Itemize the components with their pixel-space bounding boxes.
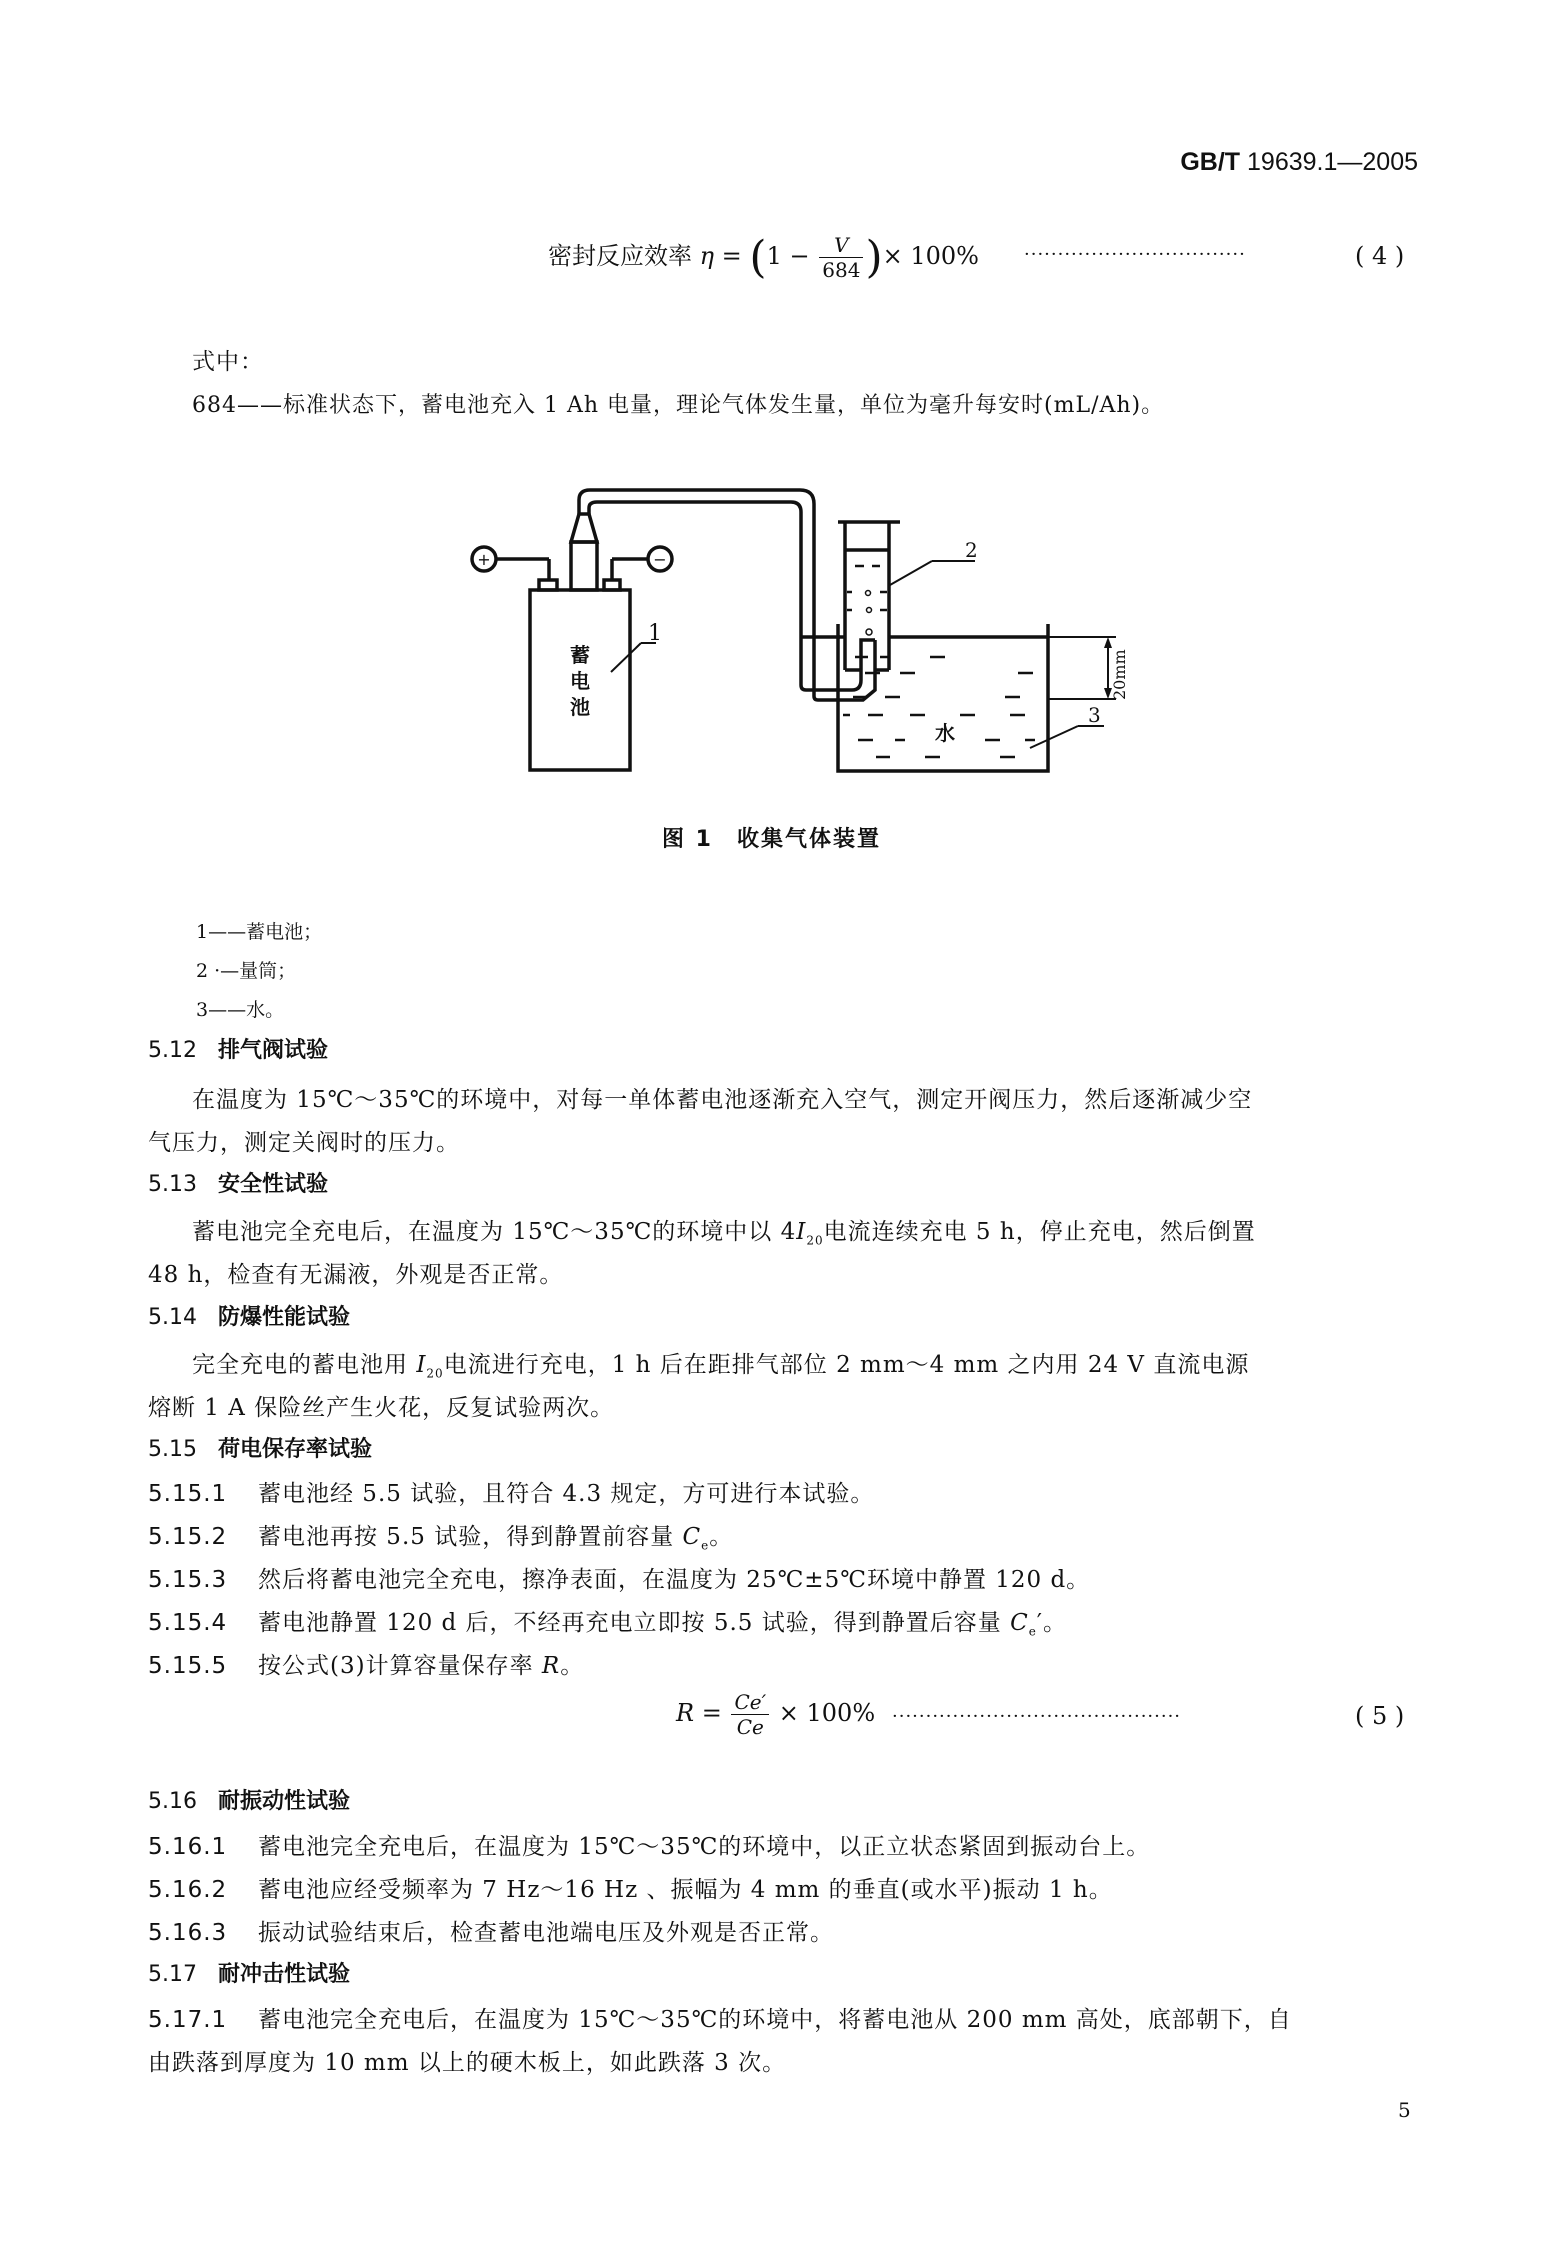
fraction xyxy=(731,1690,769,1739)
section-title: 荷电保存率试验 xyxy=(218,1437,373,1462)
clause-5-17-1 xyxy=(148,2001,1292,2034)
eta-symbol: η xyxy=(699,242,715,270)
section-5-12-text-2: 气压力，测定关阀时的压力。 xyxy=(148,1130,460,1156)
clause-5-15-3 xyxy=(148,1561,1090,1594)
clause-number: 5.16.2 xyxy=(148,1877,228,1903)
clause-text: 蓄电池应经受频率为 7 Hz～16 Hz 、振幅为 4 mm 的垂直(或水平)振动 1 h。 xyxy=(258,1877,1113,1903)
formula-4-times: × 100% xyxy=(882,242,979,270)
clause-5-16-3 xyxy=(148,1914,834,1947)
clause-5-16-1 xyxy=(148,1828,1150,1861)
clause-text: 蓄电池静置 120 d 后，不经再充电立即按 5.5 试验，得到静置后容量 xyxy=(258,1610,1011,1636)
capacity-subscript: e xyxy=(1028,1624,1037,1639)
svg-text:−: − xyxy=(653,550,667,569)
svg-text:水: 水 xyxy=(935,721,955,745)
right-paren-icon: ) xyxy=(865,232,883,283)
legend-item-3: 3——水。 xyxy=(196,999,285,1021)
gas-collection-diagram xyxy=(0,0,1564,820)
clause-5-17-1-continued: 由跌落到厚度为 10 mm 以上的硬木板上，如此跌落 3 次。 xyxy=(148,2050,787,2076)
clause-5-15-4 xyxy=(148,1604,1067,1639)
capacity-subscript: e xyxy=(701,1538,710,1553)
section-title: 耐冲击性试验 xyxy=(218,1962,351,1987)
standard-code: 19639.1—2005 xyxy=(1247,148,1418,176)
section-title: 排气阀试验 xyxy=(218,1038,329,1063)
formula-4-one: 1 xyxy=(766,242,782,270)
svg-text:蓄: 蓄 xyxy=(570,643,590,667)
where-label: 式中： xyxy=(192,349,264,375)
section-5-15-heading xyxy=(148,1432,372,1463)
svg-text:3: 3 xyxy=(1088,703,1101,727)
current-symbol: I xyxy=(416,1352,427,1378)
current-symbol: I xyxy=(796,1219,807,1245)
section-number: 5.17 xyxy=(148,1962,197,1987)
clause-text: 然后将蓄电池完全充电，擦净表面，在温度为 25℃±5℃环境中静置 120 d。 xyxy=(258,1567,1091,1593)
formula-5-number: ( 5 ) xyxy=(1355,1702,1405,1730)
clause-text: 振动试验结束后，检查蓄电池端电压及外观是否正常。 xyxy=(258,1920,834,1946)
clause-5-16-2 xyxy=(148,1871,1113,1904)
page-number: 5 xyxy=(1398,2098,1411,2122)
svg-text:1: 1 xyxy=(648,621,662,646)
section-title: 安全性试验 xyxy=(218,1172,329,1197)
current-subscript: 20 xyxy=(806,1233,824,1248)
svg-text:2: 2 xyxy=(965,538,978,562)
clause-number: 5.17.1 xyxy=(148,2007,228,2033)
section-5-12-text-1: 在温度为 15℃～35℃的环境中，对每一单体蓄电池逐渐充入空气，测定开阀压力，然后逐渐减少空 xyxy=(192,1087,1253,1113)
clause-end: 。 xyxy=(560,1653,585,1679)
left-paren-icon: ( xyxy=(749,232,767,283)
section-5-13-text-1 xyxy=(192,1213,1256,1248)
section-5-16-heading xyxy=(148,1784,350,1815)
formula-4-dots: ································· xyxy=(1024,244,1246,265)
section-5-13-text-2: 48 h，检查有无漏液，外观是否正常。 xyxy=(148,1262,564,1288)
where-item-684: 684——标准状态下，蓄电池充入 1 Ah 电量，理论气体发生量，单位为毫升每安时(mL/Ah)。 xyxy=(192,393,1165,418)
retention-symbol: R xyxy=(541,1653,561,1679)
clause-text: 蓄电池完全充电后，在温度为 15℃～35℃的环境中，以正立状态紧固到振动台上。 xyxy=(258,1834,1151,1860)
text-part: 电流进行充电，1 h 后在距排气部位 2 mm～4 mm 之内用 24 V 直流电源 xyxy=(443,1352,1250,1378)
svg-text:+: + xyxy=(477,550,491,569)
clause-number: 5.16.1 xyxy=(148,1834,228,1860)
formula-5-lhs: R = xyxy=(676,1699,722,1727)
section-number: 5.12 xyxy=(148,1038,197,1063)
clause-5-15-1 xyxy=(148,1475,874,1508)
formula-5-dots: ··········································· xyxy=(892,1706,1182,1727)
fraction-numerator: Ce′ xyxy=(731,1690,769,1715)
clause-number: 5.15.5 xyxy=(148,1653,228,1679)
svg-text:池: 池 xyxy=(570,695,590,719)
formula-4-number: ( 4 ) xyxy=(1355,242,1405,270)
section-number: 5.13 xyxy=(148,1172,197,1197)
figure-1-caption: 图 1 收集气体装置 xyxy=(662,827,881,852)
svg-text:20mm: 20mm xyxy=(1110,649,1129,700)
clause-number: 5.15.2 xyxy=(148,1524,228,1550)
section-5-12-heading xyxy=(148,1033,328,1064)
section-5-17-heading xyxy=(148,1957,350,1988)
clause-number: 5.15.4 xyxy=(148,1610,228,1636)
clause-text: 蓄电池再按 5.5 试验，得到静置前容量 xyxy=(258,1524,683,1550)
section-5-14-text-2: 熔断 1 A 保险丝产生火花，反复试验两次。 xyxy=(148,1395,615,1421)
clause-end: 。 xyxy=(709,1524,734,1550)
standard-prefix: GB/T xyxy=(1180,148,1241,176)
text-part: 电流连续充电 5 h，停止充电，然后倒置 xyxy=(823,1219,1256,1245)
capacity-symbol: C xyxy=(1010,1610,1029,1636)
section-5-14-heading xyxy=(148,1300,350,1331)
formula-5 xyxy=(676,1690,875,1739)
svg-text:电: 电 xyxy=(570,669,590,693)
section-title: 耐振动性试验 xyxy=(218,1789,351,1814)
clause-text: 蓄电池经 5.5 试验，且符合 4.3 规定，方可进行本试验。 xyxy=(258,1481,875,1507)
section-number: 5.15 xyxy=(148,1437,197,1462)
legend-item-1: 1——蓄电池； xyxy=(196,921,323,943)
clause-text: 蓄电池完全充电后，在温度为 15℃～35℃的环境中，将蓄电池从 200 mm 高处，底部朝下，自 xyxy=(258,2007,1292,2033)
text-part: 完全充电的蓄电池用 xyxy=(192,1352,417,1378)
clause-number: 5.15.1 xyxy=(148,1481,228,1507)
section-5-14-text-1 xyxy=(192,1346,1249,1381)
fraction-numerator: V xyxy=(819,233,863,258)
capacity-symbol: C xyxy=(682,1524,702,1550)
formula-4: 密封反应效率 η = (1 − $\frac{V}{684}$ )× 100% xyxy=(548,232,979,283)
section-5-13-heading xyxy=(148,1167,328,1198)
clause-number: 5.15.3 xyxy=(148,1567,228,1593)
fraction-denominator: 684 xyxy=(822,258,861,282)
current-subscript: 20 xyxy=(426,1366,444,1381)
clause-number: 5.16.3 xyxy=(148,1920,228,1946)
clause-end: ′。 xyxy=(1036,1610,1068,1636)
clause-5-15-5 xyxy=(148,1647,584,1680)
section-title: 防爆性能试验 xyxy=(218,1305,351,1330)
section-number: 5.16 xyxy=(148,1789,197,1814)
clause-5-15-2 xyxy=(148,1518,733,1553)
section-number: 5.14 xyxy=(148,1305,197,1330)
formula-4-label: 密封反应效率 xyxy=(548,242,692,270)
clause-text: 按公式(3)计算容量保存率 xyxy=(258,1653,542,1679)
fraction-denominator: Ce xyxy=(736,1715,764,1739)
legend-item-2: 2 ·—量筒； xyxy=(196,960,297,982)
formula-5-times: × 100% xyxy=(778,1699,876,1727)
text-part: 蓄电池完全充电后，在温度为 15℃～35℃的环境中以 4 xyxy=(192,1219,797,1245)
